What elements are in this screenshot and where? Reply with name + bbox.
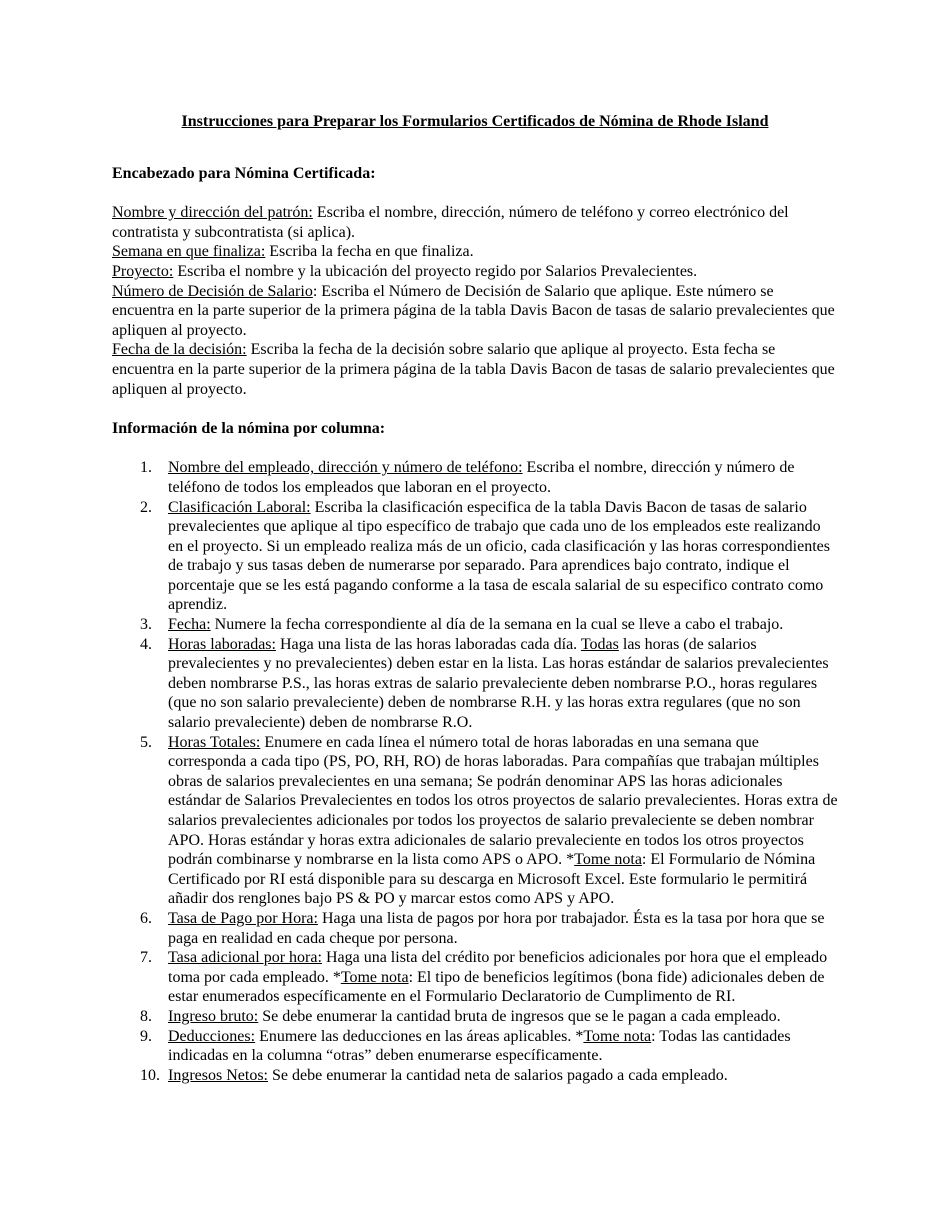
list-item: 5. Horas Totales: Enumere en cada línea el número total de horas laboradas en una semana que corresponda a cada tipo (PS, PO, RH, RO) de horas laboradas. Para compañías que trabajan múltiples obras de salarios prevalecientes en una semana; Se podrán denominar APS las horas adicionales estándar de Salarios Prevalecientes en todos los otros proyectos de salario prevalecientes. Horas extra de salarios prevalecientes adicionales por todos los proyectos de salario prevaleciente se deben nombrar APO. Horas estándar y horas extra adicionales de salario prevaleciente en todos los otros proyectos podrán combinarse y nombrarse en la lista como APS o APO. *Tome nota: El Formulario de Nómina Certificado por RI está disponible para su descarga en Microsoft Excel. Este formulario le permitirá añadir dos renglones bajo PS & PO y marcar estos como APS y APO. [140, 733, 838, 908]
list-item: 2. Clasificación Laboral: Escriba la clasificación especifica de la tabla Davis Bacon de tasas de salario prevalecientes que aplique al tipo específico de trabajo que cada uno de los empleados este realizando en el proyecto. Si un empleado realiza más de un oficio, cada clasificación y las horas correspondientes de trabajo y sus tasas deben de numerarse por separado. Para aprendices bajo contrato, indique el porcentaje que se les está pagando conforme a la tasa de escala salarial de su especifico contrato como aprendiz. [140, 498, 830, 614]
header-item-employer: Nombre y dirección del patrón: Escriba el nombre, dirección, número de teléfono y correo electrónico del contratista y subcontratista (si aplica). [112, 204, 789, 241]
document-page [112, 112, 838, 1085]
list-item: 7. Tasa adicional por hora: Haga una lista del crédito por beneficios adicionales por hora que el empleado toma por cada empleado. *Tome nota: El tipo de beneficios legítimos (bona fide) adicionales deben de estar enumerados específicamente en el Formulario Declaratorio de Cumplimento de RI. [140, 949, 828, 1006]
list-item: 1. Nombre del empleado, dirección y número de teléfono: Escriba el nombre, dirección y número de teléfono de todos los empleados que laboran en el proyecto. [140, 459, 795, 496]
document-title: Instrucciones para Preparar los Formularios Certificados de Nómina de Rhode Island [181, 113, 769, 130]
list-item: 6. Tasa de Pago por Hora: Haga una lista de pagos por hora por trabajador. Ésta es la tasa por hora que se paga en realidad en cada cheque por persona. [140, 909, 825, 947]
list-item: 3. Fecha: Numere la fecha correspondiente al día de la semana en la cual se lleve a cabo el trabajo. [140, 616, 784, 634]
header-item-wage-decision-number: Número de Decisión de Salario: Escriba el Número de Decisión de Salario que aplique. Este número se encuentra en la parte superior de la primera página de la tabla Davis Bacon de tasas de salario prevalecientes que apliquen al proyecto. [112, 282, 835, 339]
list-item: 9. Deducciones: Enumere las deducciones en las áreas aplicables. *Tome nota: Todas las cantidades indicadas en la columna “otras” deben enumerarse específicamente. [140, 1027, 791, 1065]
list-item: 4. Horas laboradas: Haga una lista de las horas laboradas cada día. Todas las horas (de salarios prevalecientes y no prevalecientes) deben estar en la lista. Las horas estándar de salarios prevalecientes deben nombrarse P.S., las horas extras de salario prevaleciente deben nombrarse P.O., horas regulares (que no son salario prevaleciente) deben de nombrarse R.H. y las horas extra regulares (que no son salario prevaleciente) deben de nombrarse R.O. [140, 635, 829, 732]
header-section-heading: Encabezado para Nómina Certificada: [112, 164, 376, 182]
header-section-body [112, 203, 838, 399]
columns-section-heading: Información de la nómina por columna: [112, 419, 386, 437]
list-item: 10. Ingresos Netos: Se debe enumerar la cantidad neta de salarios pagado a cada empleado. [140, 1066, 728, 1084]
header-item-decision-date: Fecha de la decisión: Escriba la fecha de la decisión sobre salario que aplique al proyecto. Esta fecha se encuentra en la parte superior de la primera página de la tabla Davis Bacon de tasas de salario prevalecientes que apliquen al proyecto. [112, 341, 835, 398]
columns-list [112, 458, 838, 1085]
header-item-project: Proyecto: Escriba el nombre y la ubicación del proyecto regido por Salarios Prevalecientes. [112, 262, 698, 280]
list-item: 8. Ingreso bruto: Se debe enumerar la cantidad bruta de ingresos que se le pagan a cada empleado. [140, 1007, 781, 1025]
header-item-week-ending: Semana en que finaliza: Escriba la fecha en que finaliza. [112, 243, 474, 261]
